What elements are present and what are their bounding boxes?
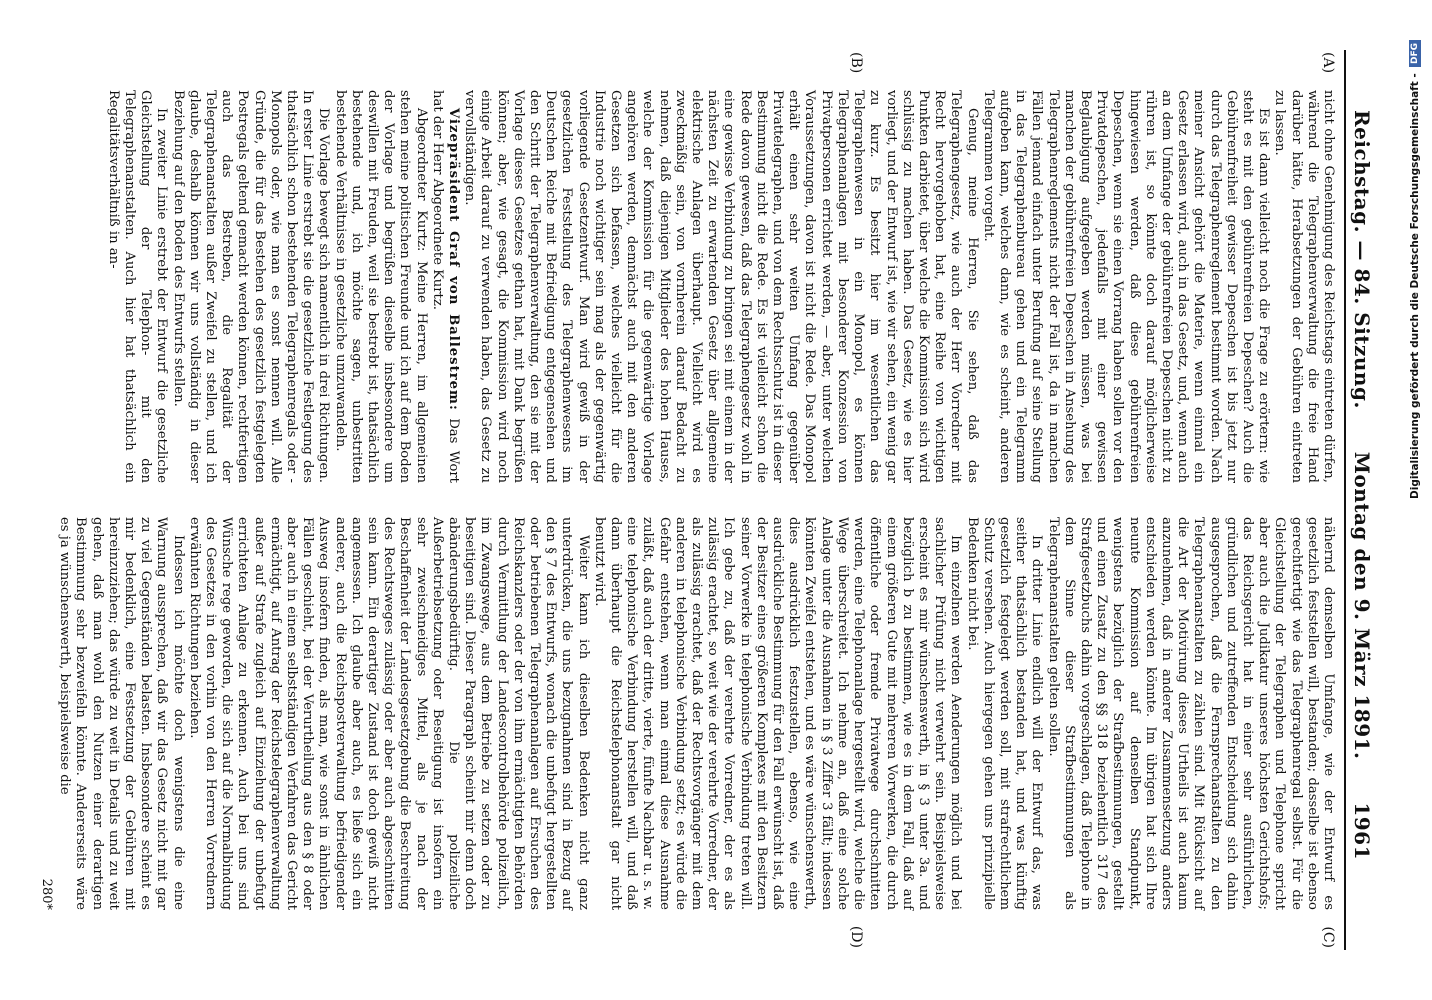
- paragraph: Es ist dann vielleicht noch die Frage zu erörtern: wie steht es mit den gebührenfreien Depeschen? Auch die Gebührenfreiheit gewisser Depeschen ist bis jetzt nur durch das Telegraphenreglement bestimmt worden. Nach meiner Ansicht gehört die Materie, wenn einmal ein Gesetz erlassen wird, auch in das Gesetz, und, wenn auch an dem Umfange der gebührenfreien Depeschen nicht zu rühren ist, so könnte doch darauf möglicherweise hingewiesen werden, daß diese gebührenfreien Depeschen, wenn sie einen Vorrang haben sollen vor den Privatdepeschen, jedenfalls mit einer gewissen Beglaubigung aufgegeben werden müssen, was bei manchen der gebührenfreien Depeschen in Ansehung des Telegraphenreglements nicht der Fall ist, da in manchen Fällen jemand einfach unter Berufung auf seine Stellung in das Telegraphenbureau gehen und ein Telegramm aufgeben kann, welches dann, wie es scheint, anderen Telegrammen vorgeht.: [980, 90, 1272, 483]
- paragraph: In zweiter Linie erstrebt der Entwurf die gesetzliche Gleichstellung der Telephon- mit den Telegraphenanstalten. Auch hier hat thatsächlich ein Regalitätsverhältniß in an-: [105, 90, 170, 483]
- margin-mark-d: (D): [848, 925, 864, 948]
- paragraph: In dritter Linie endlich will der Entwurf das, was seither thatsächlich bestanden hat, und was künftig gesetzlich festgelegt werden soll, mit strafrechtlichem Schutz versehen. Auch hiergegen gehen uns prinzipielle Bedenken nicht bei.: [964, 517, 1045, 910]
- margin-mark-a: (A): [1320, 52, 1336, 74]
- paragraph: Abgeordneter Kurtz: Meine Herren, im allgemeinen stehen meine politischen Freunde und ich auf dem Boden der Vorlage und begrüßen dieselbe insbesondere um deswillen mit Freuden, weil sie bestrebt ist, thatsächlich bestehende und, ich möchte sagen, unbestritten bestehende Verhältnisse in gesetzliche umzuwandeln.: [332, 90, 429, 483]
- paragraph: nicht ohne Genehmigung des Reichstags eintreten dürfen, während die Telegraphenverwaltung die freie Hand darüber hätte, Herabsetzungen der Gebühren eintreten zu lassen.: [1272, 90, 1336, 483]
- scanned-page: [38, 40, 1380, 960]
- text-columns: [38, 50, 1344, 950]
- page-header: [1344, 50, 1374, 950]
- stamp-text: Digitalisierung gefördert durch die Deutsche Forschungsgemeinschaft -: [1409, 73, 1421, 499]
- paragraph: Weiter kann ich dieselben Bedenken nicht ganz unterdrücken, die uns bezugnahmen sind in Bezug auf den § 7 des Entwurfs, wonach die unbefugt hergestellten oder betriebenen Telegraphenanlagen auf Ersuchen des Reichskanzlers oder der von ihm ermächtigten Behörden durch Vermittlung der Landescontrolbehörde polizeilich, im Zwangswege, aus dem Betriebe zu setzen oder zu beseitigen sind. Dieser Paragraph scheint mir denn doch abänderungsbedürftig. Die polizeiliche Außerbetriebsetzung oder Beseitigung ist insofern ein sehr zweischneidiges Mittel, als je nach der Beschaffenheit der Landesgesetzgebung die Beschreitung des Rechtsweges zulässig oder aber auch abgeschnitten sein kann. Ein derartiger Zustand ist doch gewiß nicht angemessen. Ich glaube aber auch, es ließe sich ein anderer, auch die Reichspostverwaltung befriedigender Ausweg insofern finden, als man, wie sonst in ähnlichen Fällen geschieht, bei der Verurtheilung aus den § 8 oder aber auch in einem selbstständigen Verfahren das Gericht ermächtigt, auf Antrag der Reichstelegraphenverwaltung außer auf Strafe zugleich auf Einziehung der unbefugt errichteten Anlage zu erkennen. Auch bei uns sind Wünsche rege geworden, die sich auf die Normalbindung des Gesetzes in den vorhin von den Herren Vorrednern erwähnten Richtungen beziehen.: [186, 517, 591, 910]
- header-left: Reichstag. — 84. Sitzung.: [1350, 110, 1374, 409]
- paragraph: Die Vorlage bewegt sich namentlich in drei Richtungen. In erster Linie erstrebt sie die gesetzliche Festlegung des thatsächlich schon bestehenden Telegraphenregals oder -Monopols oder, wie man es sonst nennen will. Alle Gründe, die für das Bestehen des gesetzlich festgelegten Postregals geltend gemacht werden können, rechtfertigen auch das Bestreben, die Regalität der Telegraphenanstalten außer Zweifel zu stellen, und ich glaube, deshalb können wir uns vollständig in dieser Beziehung auf den Boden des Entwurfs stellen.: [170, 90, 332, 483]
- dfg-logo: DFG: [1409, 40, 1421, 67]
- speaker-intro: [429, 90, 461, 483]
- paragraph: Im einzelnen werden Aenderungen möglich und bei sachlicher Prüfung nicht verwehrt sein. Beispielsweise erscheint es mir wünschenswerth, in § 3 unter 3a. und bezüglich b zu bestimmen, wie es in dem Fall, daß auf einem größeren Gute mit mehreren Vorwerken, die durch öffentliche oder fremde Privatwege durchschnitten werden, eine Telephonanlage hergestellt wird, welche die Wege überschreitet. Ich nehme an, daß eine solche Anlage unter die Ausnahmen in § 3 Ziffer 3 fällt; indessen könnten Zweifel entstehen, und es wäre wünschenswerth, dies ausdrücklich festzustellen, ebenso, wie eine ausdrückliche Bestimmung für den Fall erwünscht ist, daß der Besitzer eines größeren Komplexes mit den Besitzern seiner Vorwerke in telephonische Verbindung treten will. Ich gebe zu, daß der verehrte Vorredner, der es als zulässig erachtet, so weit wie der verehrte Vorredner, der als zulässig erachtet, daß der Rechtsvorgänger mit dem anderen in telephonische Verbindung setzt; es würde die Gefahr entstehen, wenn man einmal diese Ausnahme zuläßt, daß auch der dritte, vierte, fünfte Nachbar u. s. w. eine telephonische Verbindung herstellen will, und daß dann überhaupt die Reichstelephonanstalt gar nicht benutzt wird.: [591, 517, 964, 910]
- paragraph: nähernd demselben Umfange, wie der Entwurf es gesetzlich feststellen will, bestanden; dasselbe ist ebenso gerechtfertigt wie das Telegraphenregal selbst. Für die Gleichstellung der Telegraphen und Telephone spricht aber auch die Judikatur unseres höchsten Gerichtshofs; das Reichsgericht hat in einer sehr ausführlichen, gründlichen und zutreffenden Entscheidung sich dahin ausgesprochen, daß die Fernsprechanstalten zu den Telegraphenanstalten zu zählen sind. Mit Rücksicht auf die Art der Motivirung dieses Urtheils ist auch kaum anzunehmen, daß in anderer Zusammensetzung anders entschieden werden könnte. Im übrigen hat sich Ihre neunte Kommission auf denselben Standpunkt, wenigstens bezüglich der Strafbestimmungen, gestellt und einen Zusatz zu den §§ 318 beziehentlich 317 des Strafgesetzbuchs dahin vorgeschlagen, daß Telephone in dem Sinne dieser Strafbestimmungen als Telegraphenanstalten gelten sollen.: [1045, 517, 1336, 910]
- header-date: Montag den 9. März 1891.: [1350, 451, 1374, 760]
- digitization-stamp: [1404, 40, 1426, 680]
- paragraph: Indessen ich möchte doch wenigstens die eine Warnung aussprechen, daß wir das Gesetz nicht mit gar zu viel Gegenständen belasten. Insbesondere scheint es mir bedenklich, eine Festsetzung der Gebühren mit hereinzuziehen; das würde zu weit in Details und zu weit gehen, daß man wohl den Nutzen einer derartigen Bestimmung sehr bezweifeln könnte. Andererseits wäre es ja wünschenswerth, beispielsweise die: [57, 517, 186, 910]
- right-column: [38, 517, 1336, 910]
- margin-mark-b: (B): [848, 52, 864, 74]
- paragraph: Genug, meine Herren, Sie sehen, daß das Telegraphengesetz, wie auch der Herr Vorredner mit Recht hervorgehoben hat, eine Reihe von wichtigen Punkten darbietet, über welche die Kommission sich wird schlüssig zu machen haben. Das Gesetz, wie es hier vorliegt, und der Entwurf ist, wie wir sehen, ein wenig gar zu kurz. Es besitzt hier im wesentlichen das Telegraphenwesen in ein Monopol, es können Telegraphenanlagen mit besonderer Konzession von Privatpersonen errichtet werden, — aber, unter welchen Voraussetzungen, davon ist nicht die Rede. Das Monopol erhält einen sehr weiten Umfang gegenüber Privattelegraphen, und von dem Rechtsschutz ist in dieser Bestimmung nicht die Rede. Es ist vielleicht schon die Rede davon gewesen, daß das Telegraphengesetz wohl in eine gewisse Verbindung zu bringen sei mit einem in der nächsten Zeit zu erwartenden Gesetz über allgemeine elektrische Anlagen überhaupt. Vielleicht wird es zweckmäßig sein, von vornherein darauf Bedacht zu nehmen, daß diejenigen Mitglieder des hohen Hauses, welche der Kommission für die gegenwärtige Vorlage angehören werden, demnächst auch mit den anderen Gesetzen sich befassen, welches vielleicht für die Industrie noch wichtiger sein mag als der gegenwärtig vorliegende Gesetzentwurf. Man wird gewiß in der gesetzlichen Feststellung des Telegraphenwesens im Deutschen Reiche mit Befriedigung entgegensehen und den Schritt der Telegraphenverwaltung, den sie mit der Vorlage dieses Gesetzes gethan hat, mit Dank begrüßen können; aber, wie gesagt, die Kommission wird noch einige Arbeit darauf zu verwenden haben, das Gesetz zu vervollständigen.: [462, 90, 980, 483]
- speaker-text: Das Wort hat der Herr Abgeordnete Kurtz.: [429, 90, 462, 483]
- speaker-name: Vizepräsident Graf von Ballestrem:: [446, 108, 462, 411]
- margin-mark-c: (C): [1320, 926, 1336, 948]
- sheet-signature: 280*: [38, 878, 54, 910]
- page-number: 1961: [1350, 802, 1374, 860]
- left-column: [38, 90, 1336, 483]
